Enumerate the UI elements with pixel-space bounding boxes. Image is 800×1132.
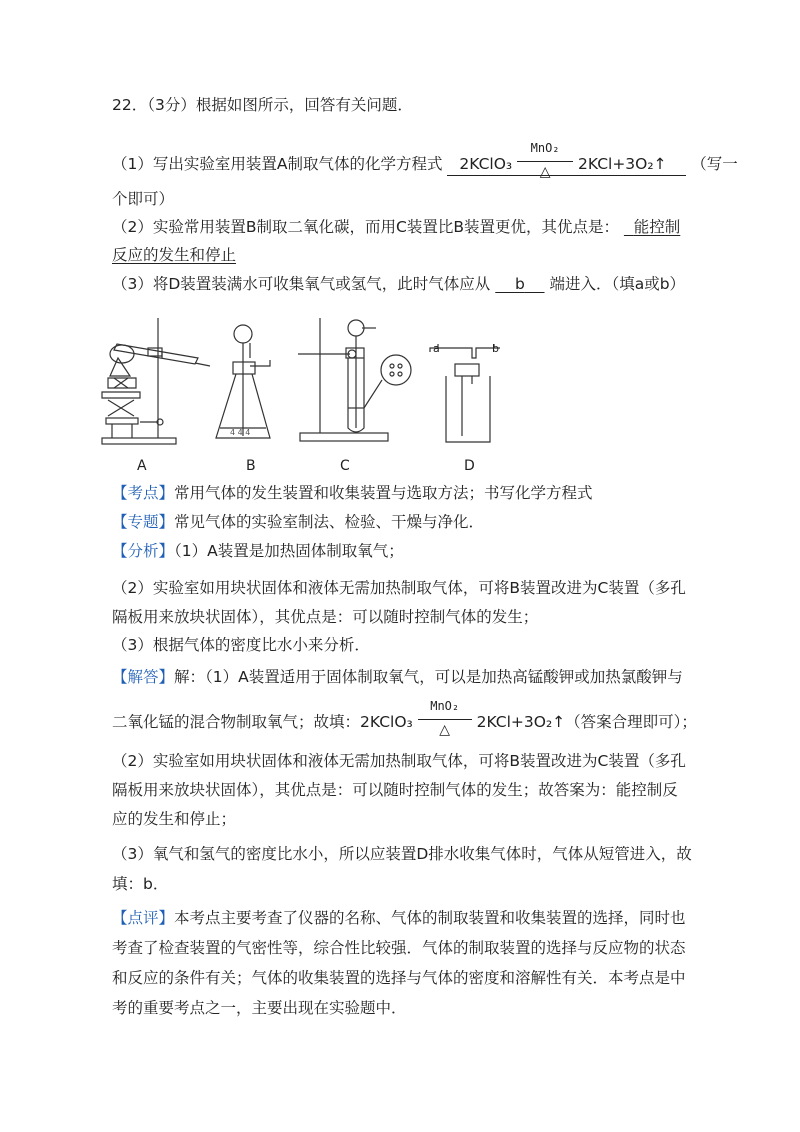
apparatus-d-drawing [430,344,500,442]
jieda-3c: 应的发生和停止； [112,810,237,828]
tube-label-b: b [492,342,499,355]
jieda-line [112,666,683,688]
q1-equation [459,141,686,180]
q1-right: 2KCl+3O₂↑ [578,155,667,173]
dianping-3: 和反应的条件有关；气体的收集装置的选择与气体的密度和溶解性有关．本考点是中 [112,969,686,987]
zhuanti-line [112,511,484,533]
dianping-1: 本考点主要考查了仪器的名称、气体的制取装置和收集装置的选择，同时也 [174,909,686,927]
tube-label-a: a [433,342,440,355]
jieda-4b: 填：b． [112,875,169,893]
jieda-2-right: 2KCl+3O₂↑（答案合理即可）； [476,713,697,731]
q1-condition: △ [539,164,551,180]
jieda-2-reaction-arrow [418,699,472,738]
kaodian-tag: 【考点】 [112,484,175,502]
q1-suffix: （写一 [691,155,738,173]
q1-prefix: （1）写出实验室用装置A制取气体的化学方程式 [112,155,443,173]
q1-line2: 个即可） [112,190,175,208]
fenxi-2a: （2）实验室如用块状固体和液体无需加热制取气体，可将B装置改进为C装置（多孔 [112,579,686,597]
zhuanti-text: 常见气体的实验室制法、检验、干燥与净化． [174,513,485,531]
fenxi-1: （1）A装置是加热固体制取氧气； [174,542,404,560]
apparatus-a-drawing [102,318,210,444]
label-a: A [137,458,147,474]
kaodian-text: 常用气体的发生装置和收集装置与选取方法；书写化学方程式 [174,484,593,502]
jieda-1: 解：（1）A装置适用于固体制取氧气，可以是加热高锰酸钾或加热氯酸钾与 [174,668,683,686]
jieda-2-prefix: 二氧化锰的混合物制取氧气；故填： [112,713,361,731]
q3-prefix: （3）将D装置装满水可收集氧气或氢气，此时气体应从 [112,275,491,293]
fenxi-line [112,540,404,562]
apparatus-figure [100,318,520,458]
jieda-tag: 【解答】 [112,668,175,686]
dianping-4: 考的重要考点之一，主要出现在实验题中． [112,999,407,1017]
svg-text:4 4 4: 4 4 4 [230,428,251,437]
dianping-tag: 【点评】 [112,909,175,927]
kaodian-line [112,482,593,504]
q1-line [112,141,738,180]
q2-answer-part1: 能控制 [633,218,681,236]
q3-answer: b [514,275,525,293]
fenxi-3: （3）根据气体的密度比水小来分析． [112,636,370,654]
jieda-4a: （3）氧气和氢气的密度比水小，所以应装置D排水收集气体时，气体从短管进入，故 [112,845,692,863]
q3-suffix: 端进入．（填a或b） [549,275,686,293]
label-b: B [246,458,256,474]
q1-catalyst: MnO₂ [530,141,560,155]
jieda-2-condition: △ [439,722,451,738]
q3-line [112,273,685,295]
zhuanti-tag: 【专题】 [112,513,175,531]
dianping-2: 考查了检查装置的气密性等，综合性比较强．气体的制取装置的选择与反应物的状态 [112,939,686,957]
jieda-2-catalyst: MnO₂ [430,699,460,713]
jieda-2-left: 2KClO₃ [360,713,413,731]
jieda-2-line [112,699,697,738]
q1-reaction-arrow [517,141,573,180]
fenxi-tag: 【分析】 [112,542,175,560]
q1-blank-lead [447,157,459,176]
fenxi-2b: 隔板用来放块状固体），其优点是：可以随时控制气体的发生； [112,608,539,626]
q2-answer-part2: 反应的发生和停止 [112,246,237,264]
jieda-3b: 隔板用来放块状固体），其优点是：可以随时控制气体的发生；故答案为：能控制反 [112,781,678,799]
dianping-line [112,907,686,929]
q2-line [112,216,680,238]
apparatus-b-drawing [216,325,270,438]
label-d: D [464,458,475,474]
q2-text: （2）实验常用装置B制取二氧化碳，而用C装置比B装置更优，其优点是： [112,218,619,236]
question-header: 22．（3分）根据如图所示，回答有关问题． [112,96,413,114]
apparatus-c-drawing [298,318,411,441]
q1-left: 2KClO₃ [459,155,513,173]
jieda-3a: （2）实验室如用块状固体和液体无需加热制取气体，可将B装置改进为C装置（多孔 [112,752,686,770]
label-c: C [340,458,350,474]
